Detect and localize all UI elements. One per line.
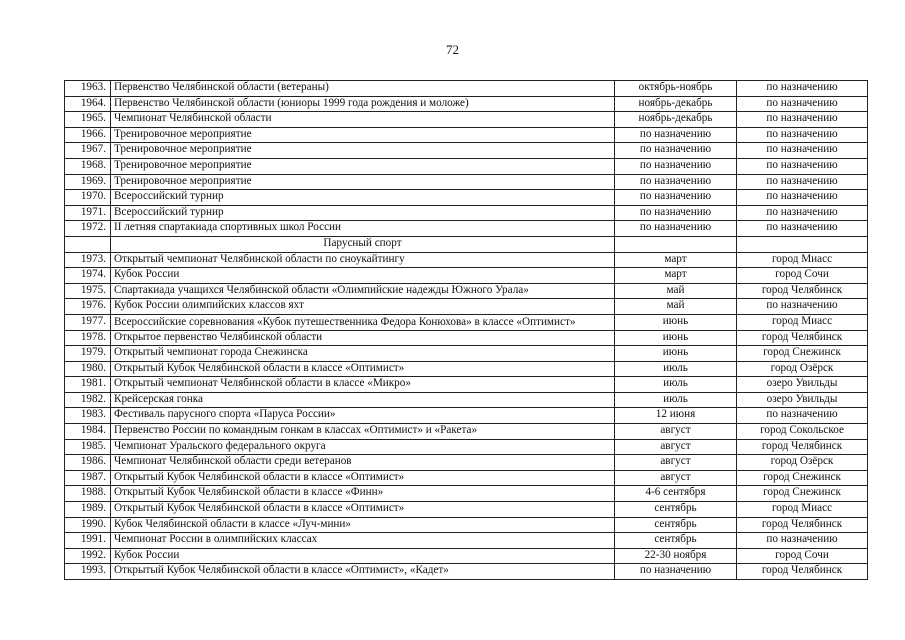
event-place: по назначению xyxy=(737,81,868,97)
row-number: 1982. xyxy=(65,392,111,408)
event-place: по назначению xyxy=(737,174,868,190)
event-date: май xyxy=(615,299,737,315)
table-row xyxy=(65,408,868,424)
event-place: город Челябинск xyxy=(737,517,868,533)
row-number: 1969. xyxy=(65,174,111,190)
event-place: город Сочи xyxy=(737,268,868,284)
table-row xyxy=(65,439,868,455)
event-place: город Челябинск xyxy=(737,283,868,299)
event-name: Тренировочное мероприятие xyxy=(111,143,615,159)
table-row xyxy=(65,502,868,518)
row-number: 1968. xyxy=(65,158,111,174)
event-place: по назначению xyxy=(737,190,868,206)
event-date: по назначению xyxy=(615,205,737,221)
table-row xyxy=(65,81,868,97)
event-name: Кубок России олимпийских классов яхт xyxy=(111,299,615,315)
event-place: по назначению xyxy=(737,96,868,112)
row-number: 1964. xyxy=(65,96,111,112)
event-name: Кубок России xyxy=(111,268,615,284)
event-date: сентябрь xyxy=(615,502,737,518)
event-place: озеро Увильды xyxy=(737,392,868,408)
event-name: Первенство Челябинской области (юниоры 1999 года рождения и моложе) xyxy=(111,96,615,112)
event-name: Всероссийский турнир xyxy=(111,205,615,221)
event-name: Открытое первенство Челябинской области xyxy=(111,330,615,346)
row-number: 1963. xyxy=(65,81,111,97)
table-row xyxy=(65,361,868,377)
table-row xyxy=(65,455,868,471)
event-date: по назначению xyxy=(615,190,737,206)
event-name: Открытый Кубок Челябинской области в классе «Оптимист» xyxy=(111,502,615,518)
event-place: город Озёрск xyxy=(737,361,868,377)
table-row xyxy=(65,314,868,330)
row-number: 1974. xyxy=(65,268,111,284)
event-name: Открытый чемпионат Челябинской области по сноукайтингу xyxy=(111,252,615,268)
row-number: 1976. xyxy=(65,299,111,315)
table-row xyxy=(65,158,868,174)
event-date: март xyxy=(615,268,737,284)
event-place: по назначению xyxy=(737,127,868,143)
event-date: по назначению xyxy=(615,143,737,159)
event-date: август xyxy=(615,470,737,486)
table-row xyxy=(65,143,868,159)
event-name: Кубок Челябинской области в классе «Луч-мини» xyxy=(111,517,615,533)
event-date: июнь xyxy=(615,330,737,346)
event-name: Открытый Кубок Челябинской области в классе «Оптимист», «Кадет» xyxy=(111,564,615,580)
event-date: 22-30 ноября xyxy=(615,548,737,564)
row-number: 1967. xyxy=(65,143,111,159)
event-name: Тренировочное мероприятие xyxy=(111,127,615,143)
event-name: Открытый чемпионат города Снежинска xyxy=(111,346,615,362)
row-number: 1986. xyxy=(65,455,111,471)
table-row xyxy=(65,330,868,346)
event-date: ноябрь-декабрь xyxy=(615,112,737,128)
row-number: 1979. xyxy=(65,346,111,362)
event-date: август xyxy=(615,455,737,471)
row-number: 1987. xyxy=(65,470,111,486)
empty-cell xyxy=(737,236,868,252)
row-number: 1990. xyxy=(65,517,111,533)
table-row xyxy=(65,392,868,408)
row-number: 1980. xyxy=(65,361,111,377)
event-place: город Сокольское xyxy=(737,424,868,440)
table-row xyxy=(65,377,868,393)
event-place: город Сочи xyxy=(737,548,868,564)
table-row xyxy=(65,564,868,580)
table-row xyxy=(65,283,868,299)
row-number: 1983. xyxy=(65,408,111,424)
event-name: Кубок России xyxy=(111,548,615,564)
event-place: город Миасс xyxy=(737,252,868,268)
row-number: 1972. xyxy=(65,221,111,237)
event-name: Открытый Кубок Челябинской области в классе «Финн» xyxy=(111,486,615,502)
table-row xyxy=(65,96,868,112)
row-number: 1993. xyxy=(65,564,111,580)
table-row xyxy=(65,174,868,190)
event-name: Чемпионат России в олимпийских классах xyxy=(111,533,615,549)
event-place: по назначению xyxy=(737,205,868,221)
event-name: Тренировочное мероприятие xyxy=(111,174,615,190)
event-date: июнь xyxy=(615,346,737,362)
event-date: по назначению xyxy=(615,174,737,190)
event-date: 4-6 сентября xyxy=(615,486,737,502)
row-number: 1991. xyxy=(65,533,111,549)
event-date: март xyxy=(615,252,737,268)
event-place: озеро Увильды xyxy=(737,377,868,393)
row-number: 1971. xyxy=(65,205,111,221)
event-date: май xyxy=(615,283,737,299)
event-date: по назначению xyxy=(615,127,737,143)
event-date: август xyxy=(615,439,737,455)
row-number: 1970. xyxy=(65,190,111,206)
row-number: 1984. xyxy=(65,424,111,440)
row-number: 1988. xyxy=(65,486,111,502)
table-row xyxy=(65,548,868,564)
table-row xyxy=(65,533,868,549)
event-place: город Челябинск xyxy=(737,330,868,346)
table-row xyxy=(65,346,868,362)
event-place: город Миасс xyxy=(737,314,868,330)
table-row xyxy=(65,486,868,502)
row-number: 1965. xyxy=(65,112,111,128)
event-place: город Миасс xyxy=(737,502,868,518)
table-row xyxy=(65,268,868,284)
empty-cell xyxy=(615,236,737,252)
event-place: по назначению xyxy=(737,533,868,549)
table-row xyxy=(65,517,868,533)
row-number: 1989. xyxy=(65,502,111,518)
event-place: по назначению xyxy=(737,221,868,237)
event-date: октябрь-ноябрь xyxy=(615,81,737,97)
event-name: Открытый Кубок Челябинской области в классе «Оптимист» xyxy=(111,361,615,377)
event-place: город Челябинск xyxy=(737,564,868,580)
section-header-row xyxy=(65,236,868,252)
table-row xyxy=(65,252,868,268)
row-number: 1985. xyxy=(65,439,111,455)
table-row xyxy=(65,127,868,143)
event-place: город Челябинск xyxy=(737,439,868,455)
row-number: 1973. xyxy=(65,252,111,268)
event-name: Крейсерская гонка xyxy=(111,392,615,408)
row-number: 1975. xyxy=(65,283,111,299)
event-name: Открытый Кубок Челябинской области в классе «Оптимист» xyxy=(111,470,615,486)
event-date: по назначению xyxy=(615,158,737,174)
event-date: август xyxy=(615,424,737,440)
event-place: город Снежинск xyxy=(737,470,868,486)
event-name: Первенство Челябинской области (ветераны) xyxy=(111,81,615,97)
event-name: Чемпионат Уральского федерального округа xyxy=(111,439,615,455)
event-place: по назначению xyxy=(737,408,868,424)
table-row xyxy=(65,221,868,237)
table-row xyxy=(65,112,868,128)
event-date: 12 июня xyxy=(615,408,737,424)
table-row xyxy=(65,470,868,486)
event-date: июль xyxy=(615,392,737,408)
events-table xyxy=(64,80,868,580)
event-name: Тренировочное мероприятие xyxy=(111,158,615,174)
event-name: Спартакиада учащихся Челябинской области «Олимпийские надежды Южного Урала» xyxy=(111,283,615,299)
event-date: июль xyxy=(615,377,737,393)
events-table-body xyxy=(65,81,868,580)
row-number: 1977. xyxy=(65,314,111,330)
event-date: по назначению xyxy=(615,564,737,580)
event-place: по назначению xyxy=(737,158,868,174)
table-row xyxy=(65,299,868,315)
event-name: Фестиваль парусного спорта «Паруса России» xyxy=(111,408,615,424)
event-date: сентябрь xyxy=(615,517,737,533)
row-number: 1966. xyxy=(65,127,111,143)
event-name: Первенство России по командным гонкам в классах «Оптимист» и «Ракета» xyxy=(111,424,615,440)
row-number: 1978. xyxy=(65,330,111,346)
event-date: сентябрь xyxy=(615,533,737,549)
event-name: II летняя спартакиада спортивных школ России xyxy=(111,221,615,237)
table-row xyxy=(65,190,868,206)
event-date: июль xyxy=(615,361,737,377)
page-number: 72 xyxy=(446,42,459,57)
event-date: июнь xyxy=(615,314,737,330)
event-date: по назначению xyxy=(615,221,737,237)
event-date: ноябрь-декабрь xyxy=(615,96,737,112)
event-place: по назначению xyxy=(737,299,868,315)
event-name: Чемпионат Челябинской области среди ветеранов xyxy=(111,455,615,471)
event-place: по назначению xyxy=(737,143,868,159)
event-place: город Озёрск xyxy=(737,455,868,471)
event-name: Всероссийские соревнования «Кубок путешественника Федора Конюхова» в классе «Оптимист» xyxy=(111,314,615,330)
table-row xyxy=(65,205,868,221)
event-place: город Снежинск xyxy=(737,346,868,362)
row-number: 1981. xyxy=(65,377,111,393)
table-row xyxy=(65,424,868,440)
event-name: Открытый чемпионат Челябинской области в классе «Микро» xyxy=(111,377,615,393)
section-title: Парусный спорт xyxy=(111,236,615,252)
event-name: Чемпионат Челябинской области xyxy=(111,112,615,128)
empty-cell xyxy=(65,236,111,252)
event-place: по назначению xyxy=(737,112,868,128)
row-number: 1992. xyxy=(65,548,111,564)
event-name: Всероссийский турнир xyxy=(111,190,615,206)
event-place: город Снежинск xyxy=(737,486,868,502)
